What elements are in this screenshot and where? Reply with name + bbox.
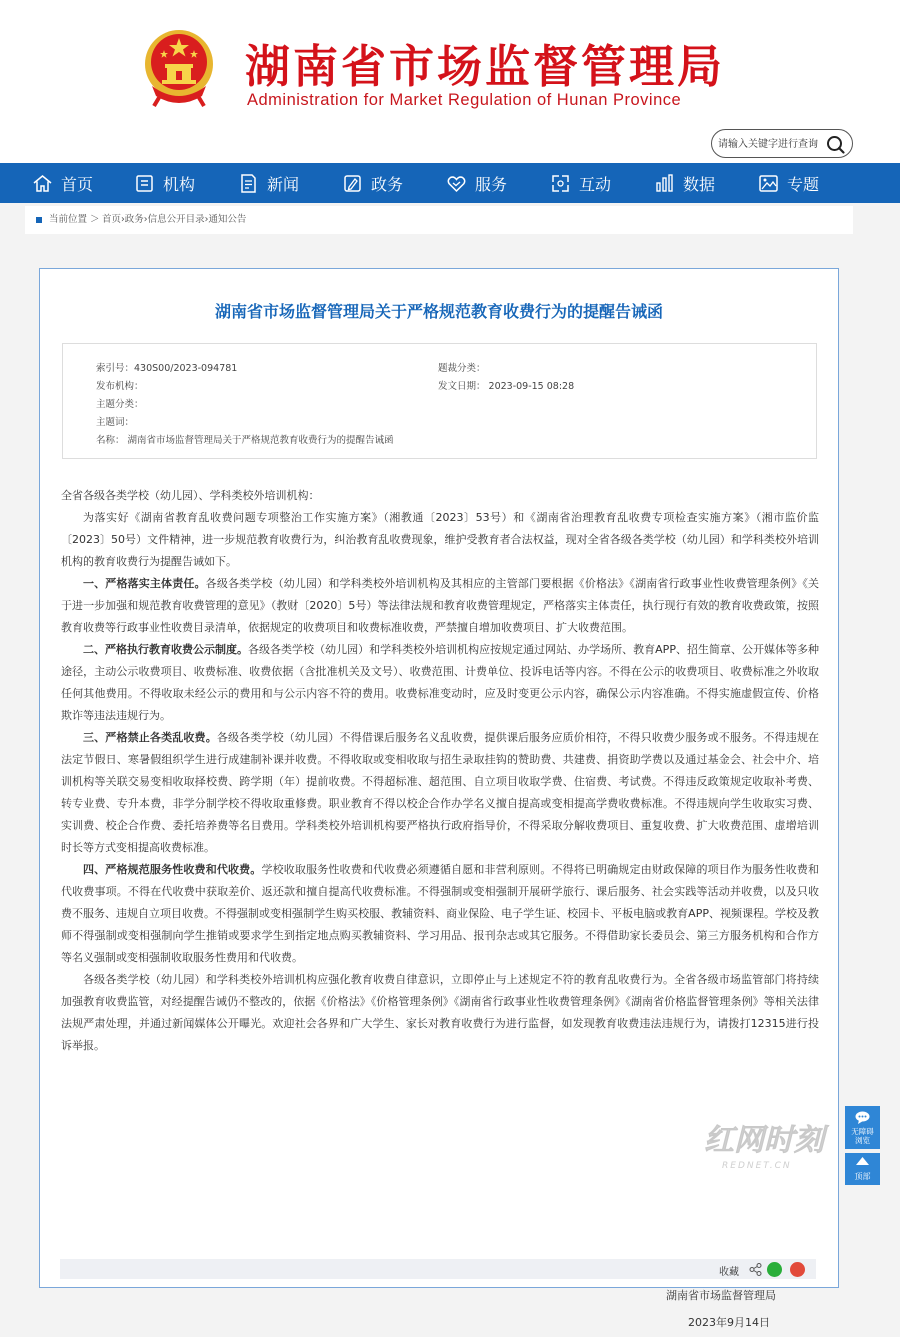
section-1 bbox=[61, 573, 819, 639]
nav-label: 数据 bbox=[683, 174, 716, 194]
section-4-heading: 四、严格规范服务性收费和代收费。 bbox=[83, 863, 262, 876]
watermark-text: 红网时刻 bbox=[704, 1123, 824, 1158]
national-emblem-logo[interactable] bbox=[140, 26, 218, 108]
share-bar bbox=[60, 1259, 816, 1279]
nav-data[interactable] bbox=[644, 163, 748, 203]
article-title: 湖南省市场监督管理局关于严格规范教育收费行为的提醒告诫函 bbox=[214, 302, 663, 321]
nav-label: 首页 bbox=[61, 174, 94, 194]
chat-bubble-icon bbox=[855, 1111, 870, 1124]
back-to-top-label: 顶部 bbox=[854, 1172, 871, 1181]
accessibility-button[interactable] bbox=[845, 1106, 880, 1149]
meta-index: 索引号：430S00/2023-094781 bbox=[96, 363, 238, 374]
nav-topic[interactable] bbox=[748, 163, 852, 203]
nav-org[interactable] bbox=[124, 163, 228, 203]
meta-date: 发文日期： 2023-09-15 08:28 bbox=[438, 381, 575, 392]
section-3-text: 各级各类学校（幼儿园）不得借课后服务名义乱收费，提供课后服务应质价相符，不得只收费少服务或不服务。不得违规在法定节假日、寒暑假组织学生进行成建制补课并收费。不得收取或变相收取与招生录取挂钩的赞助费、共建费、捐资助学费以及通过基金会、社会中介、培训机构等关联交易变相收取择校费、跨学期（年）提前收费。不得超标准、超范围、自立项目收取学费、住宿费、考试费。不得违反政策规定收取补考费、转专业费、专升本费，非学分制学校不得收取重修费。职业教育不得以校企合作办学名义擅自提高或变相提高学费收费标准。不得违规向学生收取实习费、实训费、校企合作费、委托培养费等名目费用。学科类校外培训机构要严格执行政府指导价，不得采取分解收费项目、重复收费、扩大收费范围、虚增培训时长等方式变相提高收费标准。 bbox=[61, 731, 820, 854]
search-box bbox=[711, 129, 853, 158]
nav-label: 专题 bbox=[787, 174, 820, 194]
share-icon[interactable] bbox=[748, 1262, 763, 1277]
meta-name: 名称： 湖南省市场监督管理局关于严格规范教育收费行为的提醒告诫函 bbox=[96, 435, 394, 446]
location-icon bbox=[36, 217, 42, 223]
weibo-icon[interactable] bbox=[790, 1262, 805, 1277]
section-4 bbox=[61, 859, 819, 969]
nav-label: 新闻 bbox=[267, 174, 300, 194]
service-icon bbox=[446, 173, 467, 194]
section-1-heading: 一、严格落实主体责任。 bbox=[83, 577, 206, 590]
signature-date: 2023年9月14日 bbox=[688, 1316, 770, 1329]
site-subtitle: Administration for Market Regulation of Hunan Province bbox=[247, 91, 682, 109]
meta-category: 题裁分类： bbox=[438, 363, 486, 374]
nav-label: 服务 bbox=[475, 174, 508, 194]
search-icon[interactable] bbox=[825, 134, 846, 155]
data-icon bbox=[654, 173, 675, 194]
intro-paragraph: 为落实好《湖南省教育乱收费问题专项整治工作实施方案》（湘教通〔2023〕53号）和《湖南省治理教育乱收费专项检查实施方案》（湘市监价监〔2023〕50号）文件精神，进一步规范教育收费行为，纠治教育乱收费现象，维护受教育者合法权益，现对全省各级各类学校（幼儿园）和学科类校外培训机构的教育收费行为提醒告诫如下。 bbox=[61, 511, 819, 568]
home-icon bbox=[32, 173, 53, 194]
main-nav bbox=[0, 163, 900, 203]
breadcrumb-path[interactable]: 首页›政务›信息公开目录›通知公告 bbox=[102, 214, 247, 225]
article-meta bbox=[62, 343, 817, 459]
meta-topic-class: 主题分类： bbox=[96, 399, 144, 410]
watermark-sub: REDNET.CN bbox=[722, 1161, 792, 1171]
signature-org: 湖南省市场监督管理局 bbox=[666, 1289, 776, 1302]
topic-icon bbox=[758, 173, 779, 194]
nav-service[interactable] bbox=[436, 163, 540, 203]
breadcrumb-label: 当前位置 ＞ bbox=[49, 214, 100, 225]
site-title[interactable]: 湖南省市场监督管理局 bbox=[245, 40, 726, 93]
nav-interact[interactable] bbox=[540, 163, 644, 203]
signature-block bbox=[61, 1057, 819, 1337]
nav-news[interactable] bbox=[228, 163, 332, 203]
closing-paragraph: 各级各类学校（幼儿园）和学科类校外培训机构应强化教育收费自律意识，立即停止与上述规定不符的教育乱收费行为。全省各级市场监管部门将持续加强教育收费监管，对经提醒告诫仍不整改的，依据《价格法》《价格管理条例》《湖南省行政事业性收费管理条例》《湖南省价格监督管理条例》等相关法律法规严肃处理，并通过新闻媒体公开曝光。欢迎社会各界和广大学生、家长对教育收费行为进行监督，如发现教育收费违法违规行为，请拨打12315进行投诉举报。 bbox=[61, 973, 819, 1052]
site-header bbox=[0, 0, 900, 163]
nav-label: 机构 bbox=[163, 174, 196, 194]
gov-icon bbox=[342, 173, 363, 194]
salutation: 全省各级各类学校（幼儿园）、学科类校外培训机构： bbox=[61, 489, 320, 502]
back-to-top-button[interactable] bbox=[845, 1153, 880, 1185]
section-2 bbox=[61, 639, 819, 727]
meta-publisher: 发布机构： bbox=[96, 381, 144, 392]
org-icon bbox=[134, 173, 155, 194]
nav-label: 政务 bbox=[371, 174, 404, 194]
wechat-icon[interactable] bbox=[767, 1262, 782, 1277]
section-3 bbox=[61, 727, 819, 859]
nav-label: 互动 bbox=[579, 174, 612, 194]
section-2-heading: 二、严格执行教育收费公示制度。 bbox=[83, 643, 249, 656]
article-body bbox=[61, 485, 819, 1337]
section-2-text: 各级各类学校（幼儿园）和学科类校外培训机构应按规定通过网站、办学场所、教育APP、招生简章、公开媒体等多种途径，主动公示收费项目、收费标准、收费依据（含批准机关及文号）、收费范围、计费单位、投诉电话等内容。不得在公示的收费项目、收费标准之外收取任何其他费用。不得收取未经公示的费用和与公示内容不符的费用。收费标准变动时，应及时变更公示内容，确保公示内容准确。不得实施虚假宣传、价格欺诈等违法违规行为。 bbox=[61, 643, 819, 722]
interact-icon bbox=[550, 173, 571, 194]
breadcrumb bbox=[25, 206, 853, 234]
favorite-button[interactable]: 收藏 bbox=[719, 1267, 739, 1278]
section-1-text: 各级各类学校（幼儿园）和学科类校外培训机构及其相应的主管部门要根据《价格法》《湖南省行政事业性收费管理条例》《关于进一步加强和规范教育收费管理的意见》（教财〔2020〕5号）等法律法规和教育收费管理规定，严格落实主体责任，执行现行有效的教育收费政策，按照教育收费等行政事业性收费目录清单，依据规定的收费项目和收费标准收费，严禁擅自增加收费项目、扩大收费范围。 bbox=[61, 577, 820, 634]
rednet-watermark-logo bbox=[700, 1116, 850, 1176]
nav-gov[interactable] bbox=[332, 163, 436, 203]
nav-home[interactable] bbox=[22, 163, 124, 203]
accessibility-label: 无障碍浏览 bbox=[851, 1127, 874, 1145]
arrow-up-icon bbox=[856, 1157, 869, 1168]
section-3-heading: 三、严格禁止各类乱收费。 bbox=[83, 731, 217, 744]
search-input[interactable] bbox=[718, 136, 826, 152]
section-4-text: 学校收取服务性收费和代收费必须遵循自愿和非营利原则。不得将已明确规定由财政保障的项目作为服务性收费和代收费事项。不得在代收费中获取差价、返还款和擅自提高代收费标准。不得强制或变相强制开展研学旅行、课后服务、社会实践等活动并收费，以及只收费不服务、违规自立项目收费。不得强制或变相强制学生购买校服、教辅资料、商业保险、电子学生证、校园卡、平板电脑或教育APP、视频课程。学校及教师不得强制或变相强制向学生推销或要求学生到指定地点购买教辅资料、学习用品、报刊杂志或其它服务。不得借助家长委员会、第三方服务机构和合作方等名义强制或变相强制收取服务性费用和代收费。 bbox=[61, 863, 820, 964]
news-icon bbox=[238, 173, 259, 194]
meta-topic-words: 主题词： bbox=[96, 417, 135, 428]
